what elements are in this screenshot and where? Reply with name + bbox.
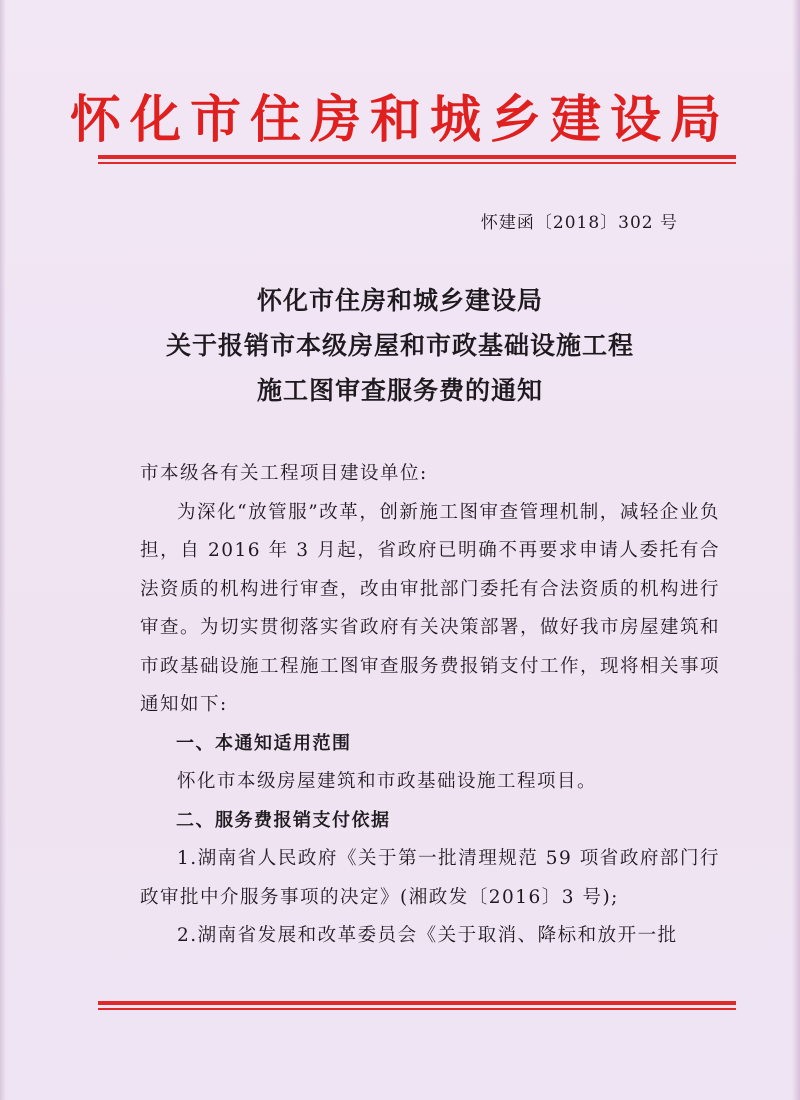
section-2-item-1: 1.湖南省人民政府《关于第一批清理规范 59 项省政府部门行政审批中介服务事项的决定》(湘政发〔2016〕3 号); bbox=[140, 848, 720, 908]
footer-rule-thin bbox=[98, 1008, 736, 1010]
page-shadow-left bbox=[0, 0, 6, 1100]
intro-paragraph: 为深化“放管服”改革，创新施工图审查管理机制，减轻企业负担，自 2016 年 3 月起，省政府已明确不再要求申请人委托有合法资质的机构进行审查，改由审批部门委托有合法资质的机构进行审查。为切实贯彻落实省政府有关决策部署，做好我市房屋建筑和市政基础设施工程施工图审查服务费报销支付工作，现将相关事项通知如下: bbox=[140, 501, 721, 715]
section-2-item-2: 2.湖南省发展和改革委员会《关于取消、降标和放开一批 bbox=[177, 925, 678, 946]
footer-rule-thick bbox=[98, 1001, 736, 1005]
document-title bbox=[0, 278, 800, 413]
agency-header: 怀化市住房和城乡建设局 bbox=[69, 91, 730, 150]
title-line-2: 关于报销市本级房屋和市政基础设施工程 bbox=[165, 331, 634, 360]
salutation: 市本级各有关工程项目建设单位: bbox=[140, 463, 428, 484]
section-1-heading: 一、本通知适用范围 bbox=[176, 732, 352, 754]
header-rule-thin bbox=[98, 162, 736, 164]
document-number: 怀建函〔2018〕302 号 bbox=[480, 213, 678, 233]
section-1-text: 怀化市本级房屋建筑和市政基础设施工程项目。 bbox=[177, 771, 598, 792]
page-shadow-right bbox=[792, 0, 800, 1100]
document-body bbox=[140, 455, 720, 956]
header-rule-thick bbox=[98, 155, 736, 159]
title-line-1: 怀化市住房和城乡建设局 bbox=[256, 286, 543, 315]
section-2-heading: 二、服务费报销支付依据 bbox=[176, 809, 391, 831]
title-line-3: 施工图审查服务费的通知 bbox=[256, 376, 543, 405]
